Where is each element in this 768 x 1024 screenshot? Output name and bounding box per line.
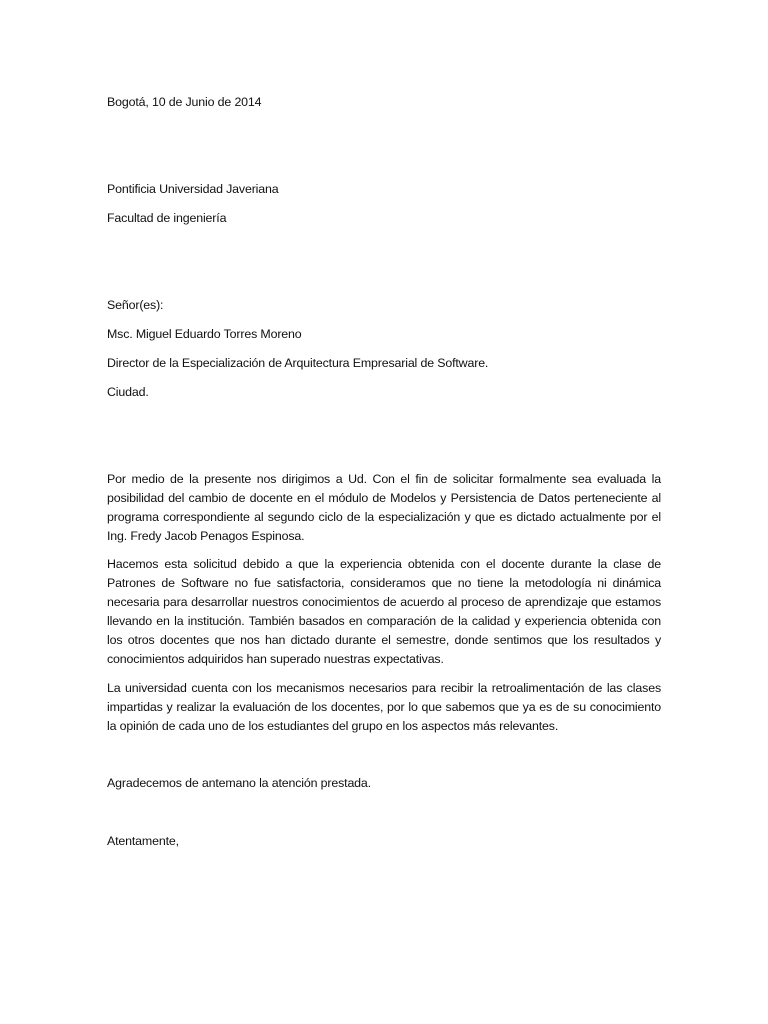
closing: Atentamente,	[107, 834, 179, 848]
recipient-title: Director de la Especialización de Arquitectura Empresarial de Software.	[107, 356, 489, 370]
institution-name: Pontificia Universidad Javeriana	[107, 182, 279, 196]
thanks-line: Agradecemos de antemano la atención prestada.	[107, 776, 371, 790]
salutation: Señor(es):	[107, 298, 164, 312]
body-paragraph-2: Hacemos esta solicitud debido a que la experiencia obtenida con el docente durante la clase de Patrones de Software no fue satisfactoria, consideramos que no tiene la metodología ni dinámica necesaria para desarrollar nuestros conocimientos de acuerdo al proceso de aprendizaje que estamos llevando en la institución. También basados en comparación de la calidad y experiencia obtenida con los otros docentes que nos han dictado durante el semestre, donde sentimos que los resultados y conocimientos adquiridos han superado nuestras expectativas.	[107, 557, 661, 666]
faculty-name: Facultad de ingeniería	[107, 211, 227, 225]
body-paragraph-1: Por medio de la presente nos dirigimos a Ud. Con el fin de solicitar formalmente sea evaluada la posibilidad del cambio de docente en el módulo de Modelos y Persistencia de Datos perteneciente al programa correspondiente al segundo ciclo de la especialización y que es dictado actualmente por el Ing. Fredy Jacob Penagos Espinosa.	[107, 472, 661, 543]
body-paragraph-3: La universidad cuenta con los mecanismos necesarios para recibir la retroalimentación de las clases impartidas y realizar la evaluación de los docentes, por lo que sabemos que ya es de su conocimiento la opinión de cada uno de los estudiantes del grupo en los aspectos más relevantes.	[107, 681, 661, 733]
city: Ciudad.	[107, 385, 149, 399]
recipient-name: Msc. Miguel Eduardo Torres Moreno	[107, 327, 302, 341]
place-date: Bogotá, 10 de Junio de 2014	[107, 95, 262, 109]
